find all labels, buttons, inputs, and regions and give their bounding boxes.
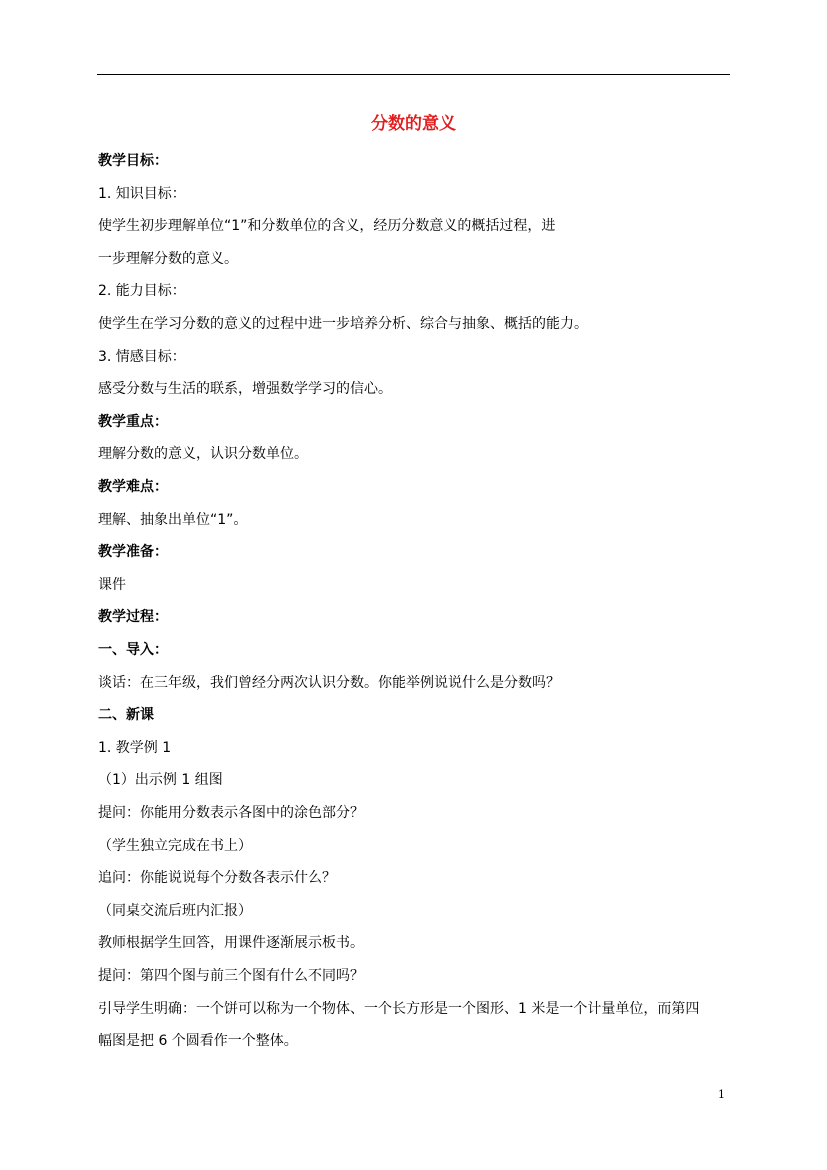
body-text-line: 教师根据学生回答，用课件逐渐展示板书。: [98, 935, 364, 951]
body-text-line: 感受分数与生活的联系，增强数学学习的信心。: [98, 381, 392, 397]
body-text-line: 课件: [98, 577, 126, 593]
body-text-line: 理解、抽象出单位“1”。: [98, 512, 248, 528]
body-text-line: 提问：第四个图与前三个图有什么不同吗？: [98, 968, 364, 984]
body-text-line: 幅图是把 6 个圆看作一个整体。: [98, 1033, 298, 1049]
body-text-line: 使学生在学习分数的意义的过程中进一步培养分析、综合与抽象、概括的能力。: [98, 316, 588, 332]
body-text-line: 2. 能力目标：: [98, 283, 186, 299]
body-text-line: 引导学生明确：一个饼可以称为一个物体、一个长方形是一个图形、1 米是一个计量单位，而第四: [98, 1001, 700, 1017]
body-text-line: （同桌交流后班内汇报）: [98, 903, 252, 919]
body-text-line: 一步理解分数的意义。: [98, 251, 238, 267]
body-text-line: （学生独立完成在书上）: [98, 838, 252, 854]
body-text-line: （1）出示例 1 组图: [98, 772, 223, 788]
body-text-line: 3. 情感目标：: [98, 349, 186, 365]
section-heading: 一、导入：: [98, 642, 168, 658]
section-heading: 教学准备：: [98, 544, 168, 560]
body-text-line: 理解分数的意义，认识分数单位。: [98, 446, 308, 462]
section-heading: 教学过程：: [98, 609, 168, 625]
section-heading: 教学重点：: [98, 414, 168, 430]
body-text-line: 追问：你能说说每个分数各表示什么？: [98, 870, 336, 886]
document-title: 分数的意义: [371, 114, 456, 134]
page-number: 1: [718, 1088, 725, 1101]
section-heading: 教学难点：: [98, 479, 168, 495]
body-text-line: 谈话：在三年级，我们曾经分两次认识分数。你能举例说说什么是分数吗？: [98, 675, 560, 691]
header-rule: [97, 74, 730, 75]
body-text-line: 1. 教学例 1: [98, 740, 172, 756]
section-heading: 二、新课: [98, 707, 154, 723]
body-text-line: 使学生初步理解单位“1”和分数单位的含义，经历分数意义的概括过程，进: [98, 218, 556, 234]
body-text-line: 1. 知识目标：: [98, 186, 186, 202]
body-text-line: 提问：你能用分数表示各图中的涂色部分？: [98, 805, 364, 821]
section-heading: 教学目标：: [98, 153, 168, 169]
